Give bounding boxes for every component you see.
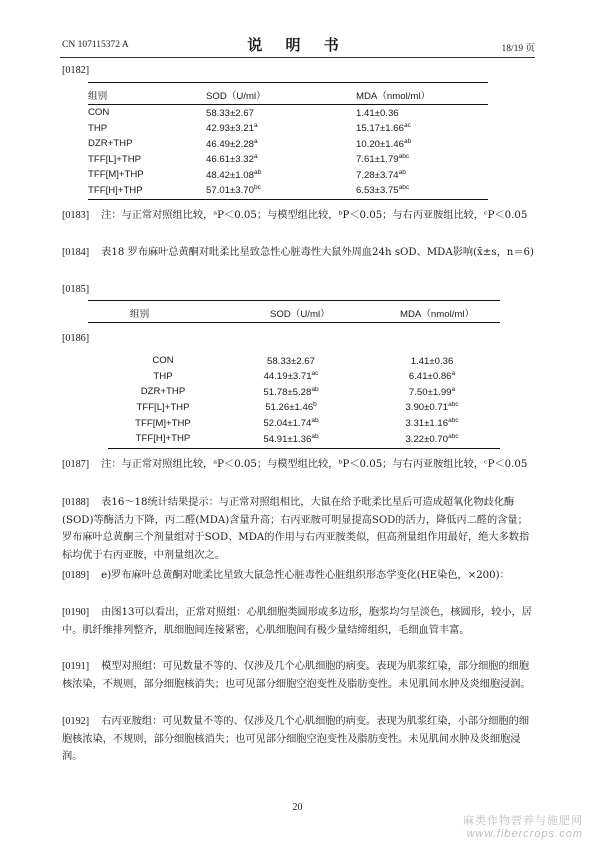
para-number: [0184]: [62, 247, 90, 258]
cell-group: THP: [88, 122, 108, 134]
watermark-name: 麻类作物营养与施肥网: [463, 815, 583, 827]
cell-group: TFF[H]+THP: [88, 184, 143, 196]
table-row: [108, 415, 500, 431]
cell-sod: 51.78±5.28$^{ab}$: [263, 385, 319, 399]
col-header-sod: SOD（U/ml）: [206, 86, 356, 105]
table-caption: 表18 罗布麻叶总黄酮对吡柔比星致急性心脏毒性大鼠外周血24h sOD、MDA影响(x̄±s，n＝6): [101, 247, 534, 258]
para-0189: [62, 567, 536, 585]
cell-sod: 57.01±3.70$^{bc}$: [206, 184, 261, 197]
para-text: 表16～18统计结果提示：与正常对照组相比，大鼠在给予吡柔比星后可造成超氧化物歧化酶(SOD)等酶活力下降，丙二醛(MDA)含量升高；右丙亚胺可明显提高SOD的活力，降低丙二醛的含量；罗布麻叶总黄酮三个剂量组对于SOD、MDA的作用与右丙亚胺类似，但高剂量组作用最好，绝大多数指标均优于右丙亚胺，中剂量组次之。: [62, 497, 530, 561]
table-header-row: [88, 86, 488, 105]
cell-sod: 54.91±1.36$^{ab}$: [263, 432, 319, 445]
cell-group: TFF[L]+THP: [88, 153, 142, 165]
para-number: [0191]: [62, 661, 90, 672]
col-header-group: 组别: [88, 86, 206, 105]
page-indicator: 18/19 页: [501, 44, 535, 54]
para-number: [0190]: [62, 607, 90, 618]
table-sod-mda-2-body: [108, 353, 500, 449]
para-number: [0183]: [62, 210, 90, 221]
para-0191: [62, 658, 536, 693]
table-row: [88, 152, 488, 168]
table-row: [108, 384, 500, 400]
watermark-url: www.fibercrops.com: [466, 828, 583, 840]
cell-sod: 48.42±1.08$^{ab}$: [206, 168, 262, 181]
para-number: [0189]: [62, 570, 90, 581]
cell-mda: 3.22±0.70$^{abc}$: [405, 432, 459, 445]
cell-mda: 3.90±0.71$^{abc}$: [405, 401, 459, 414]
cell-group: CON: [152, 355, 174, 367]
watermark: [463, 812, 583, 840]
cell-mda: 6.53±3.75$^{abc}$: [356, 184, 410, 197]
cell-mda: 7.28±3.74$^{ab}$: [356, 168, 406, 181]
col-header-group: 组别: [88, 304, 270, 323]
para-number: [0182]: [62, 65, 90, 76]
header-rule: [60, 57, 535, 58]
table-row: [108, 400, 500, 416]
cell-mda: 7.50±1.99$^a$: [408, 385, 456, 399]
para-0187: [62, 456, 536, 474]
cell-mda: 15.17±1.66$^{ac}$: [356, 122, 411, 135]
para-text: 右丙亚胺组：可见数量不等的、仅涉及几个心肌细胞的病变。表现为肌浆红染，小部分细胞的细胞核浓染，不规则，部分细胞核消失；也可见部分细胞空泡变性及脂肪变性。未见肌间水肿及炎细胞浸润。: [62, 716, 530, 762]
cell-group: DZR+THP: [88, 138, 133, 150]
cell-sod: 46.61±3.32$^a$: [206, 153, 258, 166]
table-row: [88, 183, 488, 199]
table-sod-mda-2-header: [88, 300, 500, 323]
para-0182: [62, 62, 536, 80]
cell-mda: 10.20±1.46$^{ab}$: [356, 137, 412, 150]
cell-sod: 42.93±3.21$^a$: [206, 122, 258, 135]
cell-group: TFF[H]+THP: [135, 433, 191, 445]
table-bottom-rule: [88, 198, 488, 200]
cell-group: TFF[M]+THP: [88, 169, 144, 181]
document-number: CN 107115372 A: [62, 40, 129, 50]
cell-sod: 52.04±1.74$^{ab}$: [263, 417, 319, 430]
cell-mda: 6.41±0.86$^a$: [408, 370, 456, 383]
table-row: [88, 121, 488, 137]
para-0184: [62, 244, 536, 262]
col-header-sod: SOD（U/ml）: [270, 304, 400, 323]
para-number: [0185]: [62, 284, 90, 295]
cell-group: TFF[L]+THP: [136, 402, 190, 414]
para-0186: [62, 330, 536, 348]
para-text: 模型对照组：可见数量不等的、仅涉及几个心肌细胞的病变。表现为肌浆红染，部分细胞的细胞核浓染，不规则，部分细胞核消失；也可见部分细胞空泡变性及脂肪变性。未见肌间水肿及炎细胞浸润。: [62, 661, 531, 690]
para-0190: [62, 604, 536, 639]
col-header-mda: MDA（nmol/ml）: [400, 304, 500, 323]
cell-group: THP: [153, 370, 173, 382]
table-row: [88, 167, 488, 183]
para-number: [0187]: [62, 459, 90, 470]
para-0185: [62, 281, 536, 299]
para-0183: [62, 207, 536, 225]
para-0188: [62, 494, 536, 564]
para-text: 注：与正常对照组比较，ᵃP＜0.05；与模型组比较，ᵇP＜0.05；与右丙亚胺组比较，ᶜP＜0.05: [101, 210, 528, 221]
para-0192: [62, 713, 536, 766]
cell-mda: 7.61±1.79$^{abc}$: [356, 153, 410, 166]
para-text: e)罗布麻叶总黄酮对吡柔比星致大鼠急性心脏毒性心脏组织形态学变化(HE染色，×200)：: [101, 570, 510, 581]
table-row: [108, 431, 500, 447]
cell-mda: 3.31±1.16$^{abc}$: [405, 417, 459, 430]
cell-sod: 44.19±3.71$^{ac}$: [263, 370, 319, 383]
table-row: [88, 136, 488, 152]
table-row: [108, 369, 500, 385]
cell-sod: 46.49±2.28$^a$: [206, 137, 258, 150]
para-text: 由图13可以看出，正常对照组：心肌细胞类圆形或多边形，胞浆均匀呈淡色，核圆形，较小，居中。肌纤维排列整齐，肌细胞间连接紧密，心肌细胞间有极少量结缔组织，毛细血管丰富。: [62, 607, 532, 636]
page-number: 20: [292, 802, 303, 813]
cell-mda: 1.41±0.36: [410, 355, 454, 367]
table-row: [88, 105, 488, 121]
table-bottom-rule: [108, 447, 500, 449]
para-number: [0186]: [62, 333, 90, 344]
cell-sod: 51.26±1.46$^b$: [265, 401, 317, 414]
table-row: [108, 353, 500, 369]
para-number: [0192]: [62, 716, 90, 727]
cell-sod: 58.33±2.67: [267, 355, 315, 367]
cell-group: TFF[M]+THP: [135, 417, 191, 429]
table-sod-mda-1: [88, 82, 488, 200]
cell-group: CON: [88, 107, 110, 119]
cell-group: DZR+THP: [140, 386, 186, 398]
cell-mda: 1.41±0.36: [356, 107, 399, 119]
para-text: 注：与正常对照组比较，ᵃP＜0.05；与模型组比较，ᵇP＜0.05；与右丙亚胺组比较，ᶜP＜0.05: [101, 459, 528, 470]
para-number: [0188]: [62, 497, 90, 508]
col-header-mda: MDA（nmol/ml）: [356, 86, 488, 105]
document-title: 说 明 书: [247, 36, 348, 54]
table-header-row: [88, 304, 500, 323]
cell-sod: 58.33±2.67: [206, 107, 254, 119]
